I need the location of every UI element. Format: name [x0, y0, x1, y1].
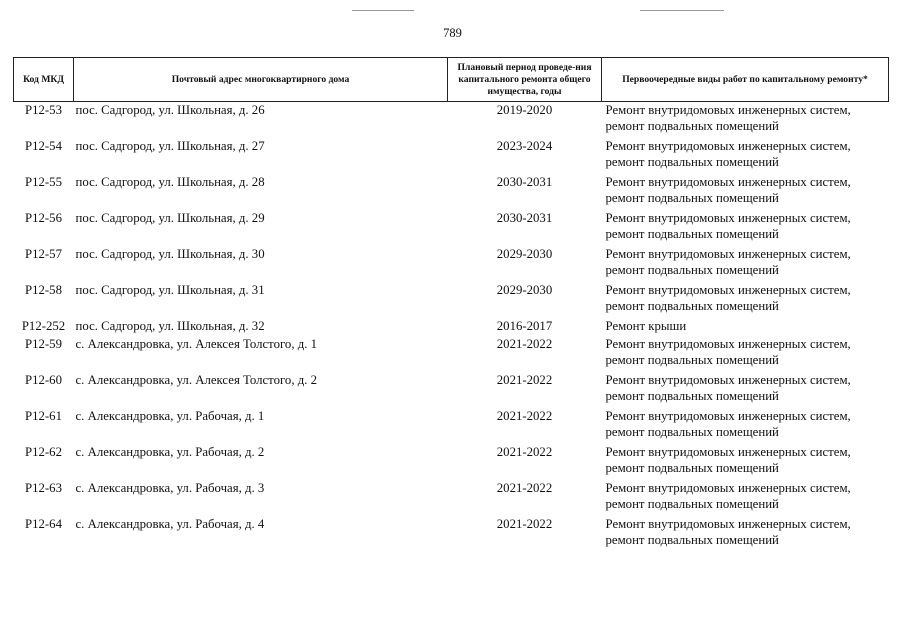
works-line: ремонт подвальных помещений	[605, 191, 779, 205]
mkd-code-cell: Р12-61	[25, 409, 62, 423]
table-row	[14, 336, 889, 372]
address-cell: пос. Садгород, ул. Школьная, д. 26	[75, 103, 265, 117]
period-cell: 2021-2022	[496, 481, 553, 495]
mkd-code-cell: Р12-62	[25, 445, 62, 459]
works-line: ремонт подвальных помещений	[605, 425, 779, 439]
address-cell: с. Александровка, ул. Алексея Толстого, д. 1	[75, 337, 318, 351]
scan-artifact-line	[352, 10, 414, 11]
works-line: Ремонт крыши	[605, 319, 687, 333]
address-cell: пос. Садгород, ул. Школьная, д. 32	[75, 319, 265, 333]
works-line: Ремонт внутридомовых инженерных систем,	[605, 139, 851, 153]
address-cell: с. Александровка, ул. Рабочая, д. 1	[75, 409, 265, 423]
table-row	[14, 210, 889, 246]
scan-artifact-line	[640, 10, 724, 11]
table-body	[14, 102, 889, 553]
header-period: Плановый период проведе-ния капитального ремонта общего имущества, годы	[448, 58, 602, 102]
address-cell: с. Александровка, ул. Рабочая, д. 3	[75, 481, 265, 495]
table-row	[14, 102, 889, 139]
period-cell: 2021-2022	[496, 409, 553, 423]
address-cell: с. Александровка, ул. Рабочая, д. 4	[75, 517, 265, 531]
address-cell: с. Александровка, ул. Рабочая, д. 2	[75, 445, 265, 459]
works-line: ремонт подвальных помещений	[605, 461, 779, 475]
works-line: Ремонт внутридомовых инженерных систем,	[605, 409, 851, 423]
works-cell	[602, 210, 889, 246]
works-line: Ремонт внутридомовых инженерных систем,	[605, 337, 851, 351]
works-cell	[602, 336, 889, 372]
works-cell	[602, 480, 889, 516]
works-line: ремонт подвальных помещений	[605, 389, 779, 403]
table-row	[14, 480, 889, 516]
header-code: Код МКД	[14, 58, 74, 102]
address-cell: с. Александровка, ул. Алексея Толстого, д. 2	[75, 373, 318, 387]
period-cell: 2021-2022	[496, 337, 553, 351]
works-line: ремонт подвальных помещений	[605, 227, 779, 241]
address-cell: пос. Садгород, ул. Школьная, д. 29	[75, 211, 265, 225]
works-cell	[602, 174, 889, 210]
works-cell	[602, 444, 889, 480]
mkd-code-cell: Р12-60	[25, 373, 62, 387]
mkd-code-cell: Р12-58	[25, 283, 62, 297]
address-cell: пос. Садгород, ул. Школьная, д. 31	[75, 283, 265, 297]
table-row	[14, 246, 889, 282]
repair-schedule-table	[13, 57, 889, 552]
works-line: Ремонт внутридомовых инженерных систем,	[605, 445, 851, 459]
table-row	[14, 318, 889, 336]
works-line: ремонт подвальных помещений	[605, 353, 779, 367]
works-line: ремонт подвальных помещений	[605, 533, 779, 547]
mkd-code-cell: Р12-59	[25, 337, 62, 351]
period-cell: 2021-2022	[496, 373, 553, 387]
mkd-code-cell: Р12-55	[25, 175, 62, 189]
works-cell	[602, 282, 889, 318]
period-cell: 2019-2020	[496, 103, 553, 117]
works-line: Ремонт внутридомовых инженерных систем,	[605, 517, 851, 531]
mkd-code-cell: Р12-63	[25, 481, 62, 495]
works-cell	[602, 138, 889, 174]
table-row	[14, 372, 889, 408]
header-address: Почтовый адрес многоквартирного дома	[74, 58, 448, 102]
address-cell: пос. Садгород, ул. Школьная, д. 30	[75, 247, 265, 261]
period-cell: 2030-2031	[496, 175, 553, 189]
mkd-code-cell: Р12-64	[25, 517, 62, 531]
period-cell: 2029-2030	[496, 283, 553, 297]
table-row	[14, 282, 889, 318]
works-line: Ремонт внутридомовых инженерных систем,	[605, 211, 851, 225]
page-number: 789	[443, 26, 462, 40]
works-line: ремонт подвальных помещений	[605, 155, 779, 169]
works-cell	[602, 318, 889, 336]
header-works: Первоочередные виды работ по капитальному ремонту*	[602, 58, 889, 102]
period-cell: 2030-2031	[496, 211, 553, 225]
table-row	[14, 444, 889, 480]
table-header	[14, 58, 889, 102]
table-row	[14, 138, 889, 174]
works-line: Ремонт внутридомовых инженерных систем,	[605, 481, 851, 495]
period-cell: 2029-2030	[496, 247, 553, 261]
period-cell: 2016-2017	[496, 319, 553, 333]
period-cell: 2021-2022	[496, 445, 553, 459]
works-line: Ремонт внутридомовых инженерных систем,	[605, 175, 851, 189]
works-line: Ремонт внутридомовых инженерных систем,	[605, 103, 851, 117]
works-line: ремонт подвальных помещений	[605, 119, 779, 133]
works-line: Ремонт внутридомовых инженерных систем,	[605, 373, 851, 387]
works-cell	[602, 516, 889, 552]
works-line: ремонт подвальных помещений	[605, 497, 779, 511]
table-row	[14, 174, 889, 210]
mkd-code-cell: Р12-53	[25, 103, 62, 117]
table-row	[14, 516, 889, 552]
works-line: ремонт подвальных помещений	[605, 263, 779, 277]
works-cell	[602, 102, 889, 139]
period-cell: 2023-2024	[496, 139, 553, 153]
address-cell: пос. Садгород, ул. Школьная, д. 27	[75, 139, 265, 153]
works-line: Ремонт внутридомовых инженерных систем,	[605, 247, 851, 261]
works-line: Ремонт внутридомовых инженерных систем,	[605, 283, 851, 297]
table-row	[14, 408, 889, 444]
mkd-code-cell: Р12-56	[25, 211, 62, 225]
works-cell	[602, 408, 889, 444]
works-line: ремонт подвальных помещений	[605, 299, 779, 313]
works-cell	[602, 372, 889, 408]
works-cell	[602, 246, 889, 282]
address-cell: пос. Садгород, ул. Школьная, д. 28	[75, 175, 265, 189]
mkd-code-cell: Р12-252	[21, 319, 66, 333]
period-cell: 2021-2022	[496, 517, 553, 531]
mkd-code-cell: Р12-54	[25, 139, 62, 153]
mkd-code-cell: Р12-57	[25, 247, 62, 261]
